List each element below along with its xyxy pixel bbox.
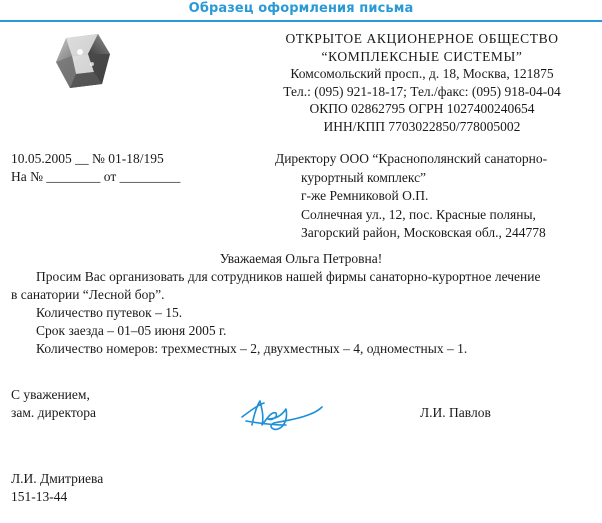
addressee-line: курортный комплекс” [301,169,427,185]
org-okpo-ogrn: ОКПО 02862795 ОГРН 1027400240654 [309,101,535,116]
signer-name: Л.И. Павлов [420,405,491,420]
outgoing-date-number: 10.05.2005 __ № 01-18/195 [11,151,164,166]
closing-block [11,386,96,422]
executor-phone: 151-13-44 [11,489,68,504]
letter-detail-rooms: Количество номеров: трехместных – 2, двухместных – 4, одноместных – 1. [36,341,468,356]
org-inn-kpp: ИНН/КПП 7703022850/778005002 [323,118,521,134]
crystal-cube-logo-icon [52,30,114,92]
addressee-line: Директору ООО “Краснополянский санаторно- [275,151,548,166]
executor-name: Л.И. Дмитриева [11,471,104,486]
letter-detail-vouchers: Количество путевок – 15. [36,305,183,320]
letter-paragraph: Просим Вас организовать для сотрудников нашей фирмы санаторно-курортное лечение [36,269,541,284]
page-title: Образец оформления письма [188,1,414,16]
addressee-block [275,150,547,243]
executor-block [11,470,103,506]
organization-letterhead [262,30,582,135]
org-type: ОТКРЫТОЕ АКЦИОНЕРНОЕ ОБЩЕСТВО [285,31,559,46]
reply-to-reference: На № ________ от _________ [11,169,181,184]
handwritten-signature [238,395,330,435]
closing-regards: С уважением, [11,387,90,402]
org-name: “КОМПЛЕКСНЫЕ СИСТЕМЫ” [321,48,523,64]
addressee-address: Солнечная ул., 12, пос. Красные поляны, [301,206,536,222]
addressee-name: г-же Ремниковой О.П. [301,188,429,203]
signer-position: зам. директора [11,405,97,420]
letter-paragraph: в санатории “Лесной бор”. [11,287,165,302]
org-address: Комсомольский просп., д. 18, Москва, 121875 [290,66,554,81]
letter-greeting: Уважаемая Ольга Петровна! [219,251,383,266]
registration-block [11,150,180,186]
addressee-address: Загорский район, Московская обл., 244778 [301,225,546,240]
org-phones: Тел.: (095) 921-18-17; Тел./факс: (095) 918-04-04 [283,83,561,99]
title-divider [0,20,602,22]
letter-detail-arrival: Срок заезда – 01–05 июня 2005 г. [36,323,227,338]
